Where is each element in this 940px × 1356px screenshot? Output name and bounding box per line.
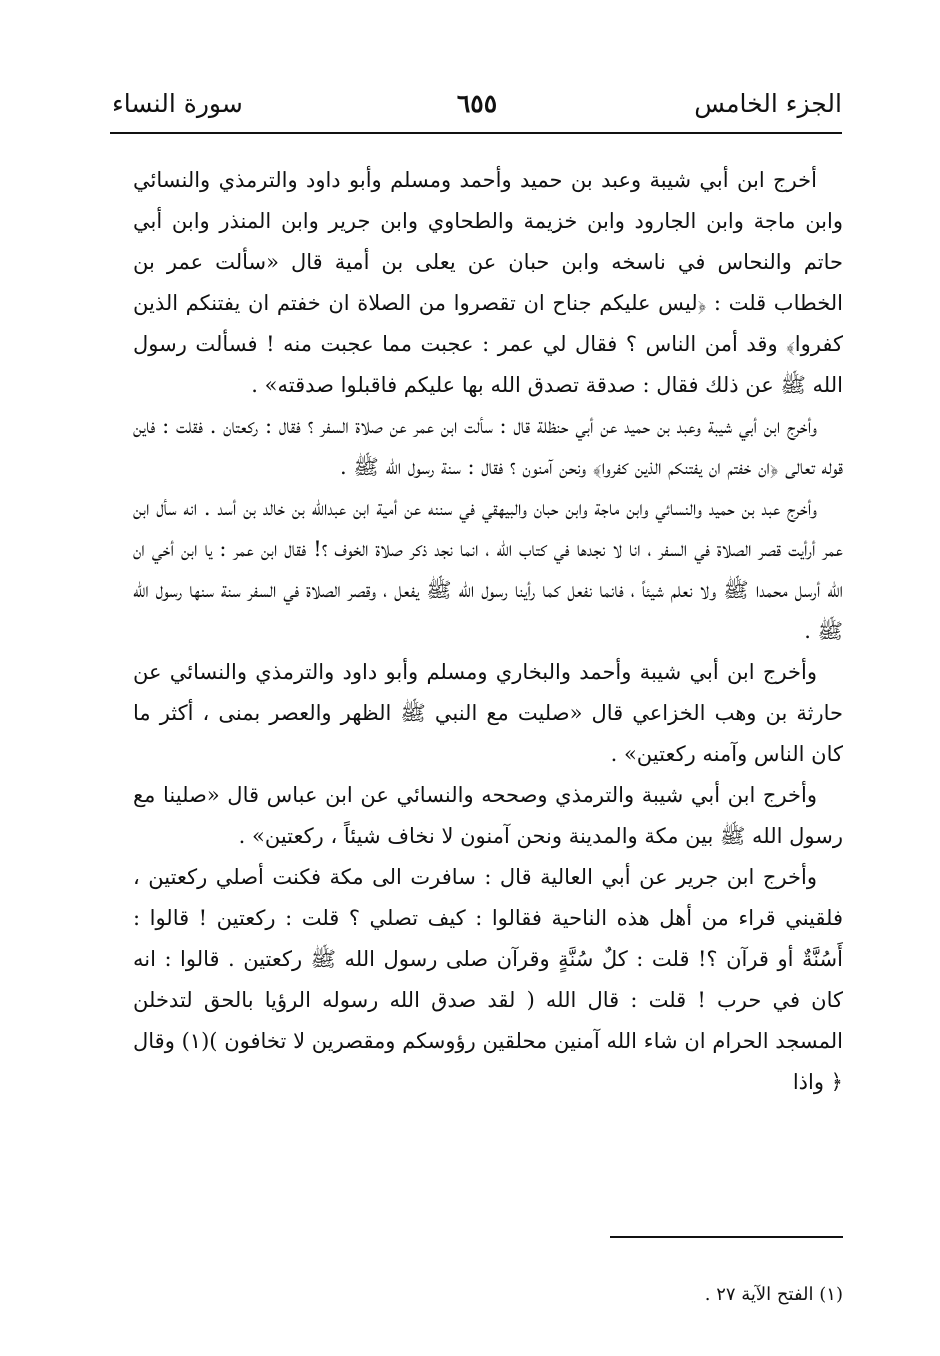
paragraph: وأخرج عبد بن حميد والنسائي وابن ماجة وابن حبان والبيهقي في سننه عن أمية ابن عبدالله بن خالد بن أسد . انه سأل ابن عمر أرأيت قصر الصلاة في السفر ، انا لا نجدها في كتاب الله ، انما نجد ذكر صلاة الخوف ؟! فقال ابن عمر : يا ابن أخي ان الله أرسل محمدا ﷺ ولا نعلم شيئاً ، فانما نفعل كما رأينا رسول الله ﷺ يفعل ، وقصر الصلاة في السفر سنة سنها رسول الله ﷺ . [133,496,843,643]
part-title: الجزء الخامس [694,89,842,118]
footnote: (١) الفتح الآية ٢٧ . [704,1284,843,1305]
header-divider [110,132,842,134]
paragraph: وأخرج ابن أبي شيبة والترمذي وصححه والنسائي عن ابن عباس قال «صلينا مع رسول الله ﷺ بين مكة والمدينة ونحن آمنون لا نخاف شيئاً ، ركعتين» . [133,783,843,848]
footnote-divider [610,1236,843,1238]
paragraph: وأخرج ابن جرير عن أبي العالية قال : سافرت الى مكة فكنت أصلي ركعتين ، فلقيني قراء من أهل هذه الناحية فقالوا : كيف تصلي ؟ قلت : ركعتين ! قالوا : أَسُنَّةٌ أو قرآن ؟! قلت : كلٌ سُنَّةٍ وقرآن صلى رسول الله ﷺ ركعتين . قالوا : انه كان في حرب ! قلت : قال الله ( لقد صدق الله رسوله الرؤيا بالحق لتدخلن المسجد الحرام ان شاء الله آمنين محلقين رؤوسكم ومقصرين لا تخافون )(١) وقال ﴿ واذا [133,865,843,1094]
paragraph: وأخرج ابن أبي شيبة وعبد بن حميد عن أبي حنظلة قال : سألت ابن عمر عن صلاة السفر ؟ فقال : ركعتان . فقلت : فاين قوله تعالى ﴿ان خفتم ان يفتنكم الذين كفروا﴾ ونحن آمنون ؟ فقال : سنة رسول الله ﷺ . [133,414,843,479]
running-header [112,84,842,124]
main-text [133,160,843,1200]
surah-title: سورة النساء [112,89,243,118]
page-number: ٦٥٥ [456,89,498,118]
paragraph: وأخرج ابن أبي شيبة وأحمد والبخاري ومسلم وأبو داود والترمذي والنسائي عن حارثة بن وهب الخزاعي قال «صليت مع النبي ﷺ الظهر والعصر بمنى ، أكثر ما كان الناس وآمنه ركعتين» . [133,660,843,766]
paragraph: أخرج ابن أبي شيبة وعبد بن حميد وأحمد ومسلم وأبو داود والترمذي والنسائي وابن ماجة وابن الجارود وابن خزيمة والطحاوي وابن جرير وابن المنذر وابن أبي حاتم والنحاس في ناسخه وابن حبان عن يعلى بن أمية قال «سألت عمر بن الخطاب قلت : ﴿ليس عليكم جناح ان تقصروا من الصلاة ان خفتم ان يفتنكم الذين كفروا﴾ وقد أمن الناس ؟ فقال لي عمر : عجبت مما عجبت منه ! فسألت رسول الله ﷺ عن ذلك فقال : صدقة تصدق الله بها عليكم فاقبلوا صدقته» . [133,168,843,397]
